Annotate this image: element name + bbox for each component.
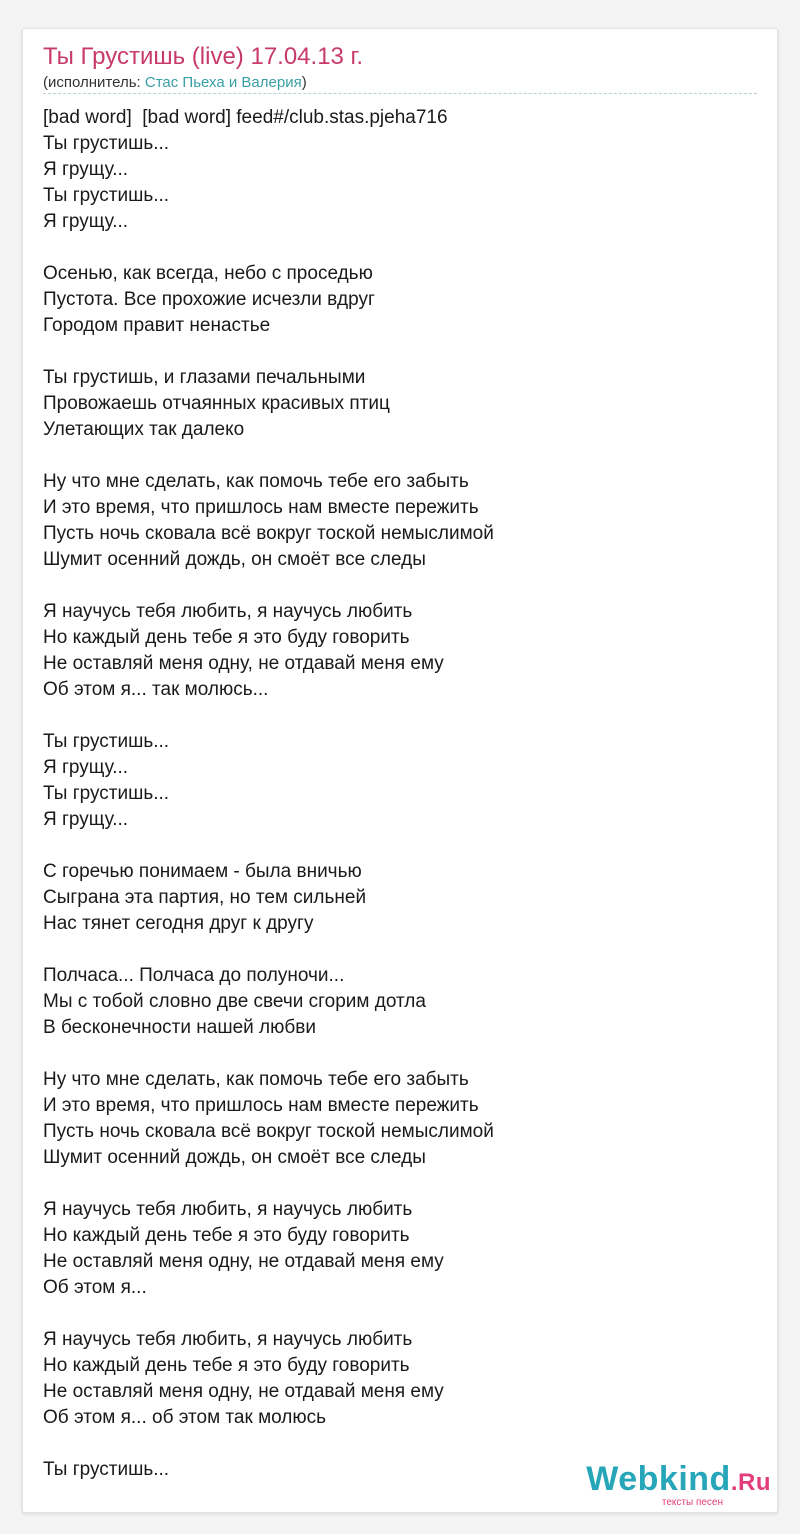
- lyrics-text: [43, 105, 494, 1483]
- lyric-line: С горечью понимаем - была вничью: [43, 861, 362, 882]
- logo-tld: .Ru: [730, 1469, 771, 1496]
- lyric-line: Ты грустишь...: [43, 133, 170, 154]
- lyric-line: Пусть ночь сковала всё вокруг тоской немыслимой: [43, 1121, 494, 1142]
- lyric-line: Об этом я... так молюсь...: [43, 679, 269, 700]
- lyric-line: Осенью, как всегда, небо с проседью: [43, 263, 373, 284]
- artist-link[interactable]: Стас Пьеха и Валерия: [144, 74, 302, 91]
- header-divider: [43, 93, 757, 94]
- stanza-break: [43, 703, 494, 729]
- lyric-line: Мы с тобой словно две свечи сгорим дотла: [43, 991, 426, 1012]
- lyric-line: Я грущу...: [43, 159, 129, 180]
- lyric-line: Пустота. Все прохожие исчезли вдруг: [43, 289, 375, 310]
- lyric-line: Я грущу...: [43, 757, 129, 778]
- artist-suffix: ): [301, 74, 307, 91]
- stanza-break: [43, 1301, 494, 1327]
- stanza-break: [43, 937, 494, 963]
- lyric-line: Ну что мне сделать, как помочь тебе его забыть: [43, 471, 469, 492]
- lyric-line: Не оставляй меня одну, не отдавай меня ему: [43, 1251, 444, 1272]
- stanza-break: [43, 1041, 494, 1067]
- lyric-line: Я научусь тебя любить, я научусь любить: [43, 1329, 413, 1350]
- lyric-line: Пусть ночь сковала всё вокруг тоской немыслимой: [43, 523, 494, 544]
- lyric-line: Сыграна эта партия, но тем сильней: [43, 887, 367, 908]
- lyrics-card: [22, 28, 778, 1513]
- artist-prefix: (исполнитель:: [43, 74, 145, 91]
- lyric-line: Но каждый день тебе я это буду говорить: [43, 627, 410, 648]
- stanza-break: [43, 443, 494, 469]
- logo-wordmark: [586, 1460, 771, 1499]
- stanza-break: [43, 339, 494, 365]
- lyric-line: Я грущу...: [43, 809, 129, 830]
- lyric-line: Ты грустишь...: [43, 1459, 170, 1480]
- logo-name: Webkind: [586, 1460, 731, 1498]
- lyric-line: Нас тянет сегодня друг к другу: [43, 913, 314, 934]
- stanza-break: [43, 833, 494, 859]
- lyric-line: Полчаса... Полчаса до полуночи...: [43, 965, 345, 986]
- lyric-line: В бесконечности нашей любви: [43, 1017, 316, 1038]
- lyric-line: Шумит осенний дождь, он смоёт все следы: [43, 1147, 426, 1168]
- lyric-line: [bad word] [bad word] feed#/club.stas.pjeha716: [43, 107, 448, 128]
- lyric-line: Об этом я...: [43, 1277, 147, 1298]
- lyric-line: Я научусь тебя любить, я научусь любить: [43, 1199, 413, 1220]
- lyric-line: Ты грустишь...: [43, 185, 170, 206]
- lyric-line: Шумит осенний дождь, он смоёт все следы: [43, 549, 426, 570]
- lyric-line: И это время, что пришлось нам вместе пережить: [43, 1095, 479, 1116]
- stanza-break: [43, 1431, 494, 1457]
- lyric-line: Ты грустишь...: [43, 783, 170, 804]
- lyric-line: Я грущу...: [43, 211, 129, 232]
- lyric-line: И это время, что пришлось нам вместе пережить: [43, 497, 479, 518]
- lyric-line: Об этом я... об этом так молюсь: [43, 1407, 327, 1428]
- stanza-break: [43, 1171, 494, 1197]
- lyric-line: Ты грустишь, и глазами печальными: [43, 367, 366, 388]
- lyric-line: Не оставляй меня одну, не отдавай меня ему: [43, 653, 444, 674]
- logo-tagline: тексты песен: [661, 1497, 723, 1508]
- artist-line: [43, 74, 307, 91]
- song-title: Ты Грустишь (live) 17.04.13 г.: [43, 43, 364, 70]
- lyric-line: Но каждый день тебе я это буду говорить: [43, 1225, 410, 1246]
- stanza-break: [43, 235, 494, 261]
- stanza-break: [43, 573, 494, 599]
- lyric-line: Не оставляй меня одну, не отдавай меня ему: [43, 1381, 444, 1402]
- lyric-line: Улетающих так далеко: [43, 419, 245, 440]
- lyric-line: Провожаешь отчаянных красивых птиц: [43, 393, 390, 414]
- lyric-line: Я научусь тебя любить, я научусь любить: [43, 601, 413, 622]
- lyric-line: Ты грустишь...: [43, 731, 170, 752]
- lyric-line: Ну что мне сделать, как помочь тебе его забыть: [43, 1069, 469, 1090]
- lyric-line: Но каждый день тебе я это буду говорить: [43, 1355, 410, 1376]
- webkind-logo[interactable]: [579, 1460, 771, 1512]
- lyric-line: Городом правит ненастье: [43, 315, 271, 336]
